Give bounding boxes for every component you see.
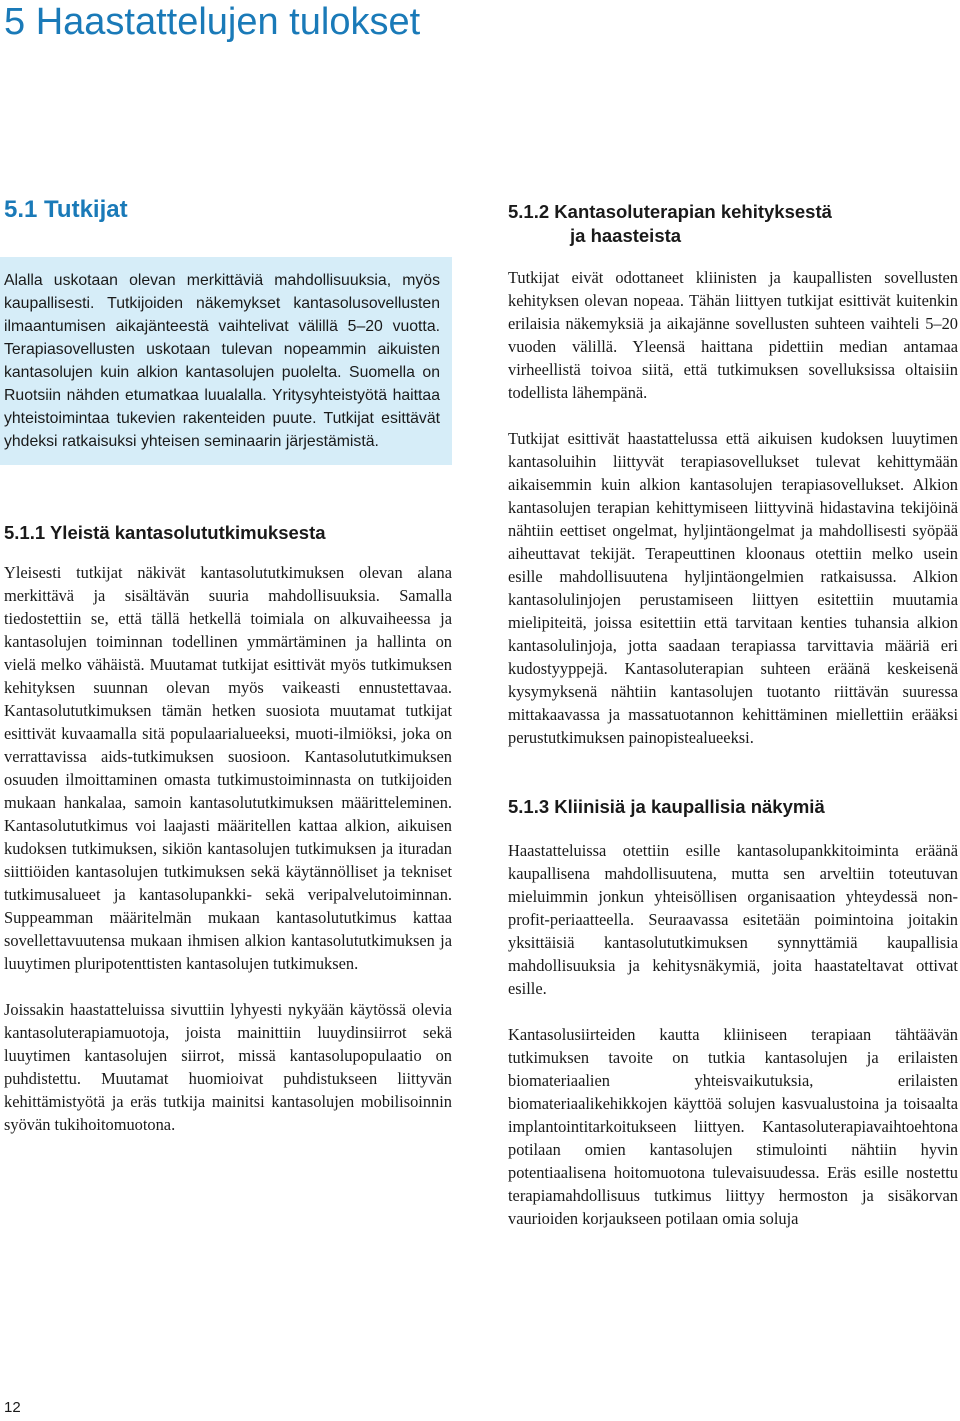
section-5-1-1-paragraph-1: Yleisesti tutkijat näkivät kantasolututkimuksen olevan alana merkittävä ja sisältävän suuria mahdollisuuksia. Samalla tiedostettiin se, että tällä hetkellä toimiala on alkuvaiheessa ja kantasolujen toiminnan todellinen ymmärtäminen ja hallinta on vielä melko vähäistä. Muutamat tutkijat esittivät myös tutkimuksen kehityksen suunnan olevan myös vaikeasti ennustettavaa. Kantasolututkimuksen tämän hetken suosiota muutamat tutkijat esittivät kuvaamalla sitä populaarialueeksi, muoti-ilmiöksi, joka on verrattavissa aids-tutkimuksen suosioon. Kantasolututkimuksen osuuden ilmoittaminen omasta tutkimustoiminnasta on tutkijoiden mukaan hankalaa, samoin kantasolututkimuksen määritteleminen. Kantasolututkimus voi laajasti määritellen kattaa alkion, aikuisen kudoksen tutkimuksen, sikiön kantasolujen tutkimuksen ja ituradan siittiöiden kantasolujen tutkimuksen sekä käytännölliset ja tekniset tutkimusalueet ja kantasolupankki- sekä veripalvelutoiminnan. Suppeamman määritelmän mukaan kantasolututkimus kattaa sovellettavuutensa mukaan ihmisen alkion kantasolututkimuksen ja luuytimen pluripotenttisten kantasolujen tutkimuksen. — [4, 563, 452, 973]
section-5-1-3-title: Kliinisiä ja kaupallisia näkymiä — [554, 796, 825, 817]
section-5-1-3-number: 5.1.3 — [508, 796, 550, 817]
page-number: 12 — [4, 1399, 21, 1416]
section-5-1-2-title-line-2: ja haasteista — [570, 225, 682, 246]
chapter-title: 5 Haastattelujen tulokset — [4, 1, 421, 43]
section-5-1-2-paragraph-1: Tutkijat eivät odottaneet kliinisten ja kaupallisten sovellusten kehityksen olevan nopeaa. Tähän liittyen tutkijat esittivät kuitenkin erilaisia näkemyksiä ja aikajänne sovellusten suhteen vaihteli 5–20 vuoden välillä. Yleensä haittana pidettiin median antamaa virheellistä toivoa siitä, että tutkimuksen sovelluksissa oltaisiin todellista lähempänä. — [508, 268, 958, 402]
section-5-1-1-title: Yleistä kantasolututkimuksesta — [49, 522, 326, 543]
section-summary-text: Alalla uskotaan olevan merkittäviä mahdollisuuksia, myös kaupallisesti. Tutkijoiden näkemykset kantasolusovellusten ilmaantumisen aikajänteestä vaihtelivat välillä 5–20 vuotta. Terapiasovellusten uskotaan tulevan nopeammin aikuisten kantasolujen kuin alkion kantasolujen puolelta. Suomella on Ruotsiin nähden etumatkaa luualalla. Yritysyhteistyötä haittaa yhteistoimintaa tukevien rakenteiden puute. Tutkijat esittävät yhdeksi ratkaisuksi yhteisen seminaarin järjestämistä. — [4, 272, 440, 450]
section-5-1-3-heading — [508, 795, 958, 819]
section-5-1-1-number: 5.1.1 — [4, 522, 46, 543]
section-5-1-2-title-line-1: Kantasoluterapian kehityksestä — [554, 201, 832, 222]
section-5-1-1-heading — [4, 521, 452, 545]
left-column — [4, 195, 452, 1136]
section-summary-box — [0, 257, 452, 465]
section-5-1-3-paragraph-1: Haastatteluissa otettiin esille kantasolupankkitoiminta eräänä kaupallisena mahdollisuutena, mutta sen arveltiin toteutuvan mieluimmin jonkun yhteisöllisen organisaation yhteydessä non-profit-periaatteella. Seuraavassa esitetään poimintoina joitakin yksittäisiä kantasolututkimuksen synnyttämiä kaupallisia mahdollisuuksia ja kehitysnäkymiä, joita haastateltavat ottivat esille. — [508, 841, 958, 998]
section-5-1-1-paragraph-2: Joissakin haastatteluissa sivuttiin lyhyesti nykyään käytössä olevia kantasoluterapiamuotoja, joista mainittiin luuydinsiirrot sekä luuytimen kantasolujen siirrot, missä kantasolupopulaatio on puhdistettu. Muutamat huomioivat puhdistukseen liittyvän kehittämistyötä ja eräs tutkija mainitsi kantasolujen mobilisoinnin syövän tukihoitomuotona. — [4, 1000, 452, 1134]
section-5-1-3-paragraph-2: Kantasolusiirteiden kautta kliiniseen terapiaan tähtäävän tutkimuksen tavoite on tutkia kantasolujen ja erilaisten biomateriaalien yhteisvaikutuksia, erilaisten biomateriaalikehikkojen käyttöä solujen kasvualustoina ja toisaalta implantointitarkoitukseen liittyen. Kantasoluterapiavaihtoehtona potilaan omien kantasolujen stimulointi nähtiin hyvin potentiaalisena hoitomuotona tulevaisuudessa. Eräs esille nostettu terapiamahdollisuus tutkimus liittyy hermoston ja sisäkorvan vaurioiden korjaukseen potilaan omia soluja — [508, 1025, 958, 1228]
section-5-1-2-paragraph-2: Tutkijat esittivät haastattelussa että aikuisen kudoksen luuytimen kantasoluihin liittyvät terapiasovellukset tulevat kehittymään aikaisemmin kuin alkion kantasolujen terapiasovellukset. Alkion kantasolujen terapian kehittymiseen liittyvinä hidastavina tekijöinä nähtiin eettiset ongelmat, hyljintäongelmat ja mahdollisesti syöpää aiheuttavat tekijät. Terapeuttinen kloonaus otettiin melko usein esille mahdollisuutena hyljintäongelmien ratkaisussa. Alkion kantasolulinjojen perustamiseen liittyen esitettiin muutamia mielipiteitä, joissa esitettiin että tarvitaan kenties tuhansia alkion kantasolulinjoja, jotta saadaan terapiassa tarvittavia määriä eri kudostyyppejä. Kantasoluterapian suhteen eräänä keskeisenä kysymyksenä nähtiin kantasolujen tuotanto riittävän suuressa mittakaavassa ja massatuotannon kehittäminen miellettiin erääksi perustutkimuksen painopistealueeksi. — [508, 429, 958, 747]
section-5-1-2-number: 5.1.2 — [508, 201, 550, 222]
section-5-1-title: 5.1 Tutkijat — [4, 196, 128, 223]
right-column — [508, 200, 958, 1230]
section-5-1-2-heading — [508, 200, 958, 248]
